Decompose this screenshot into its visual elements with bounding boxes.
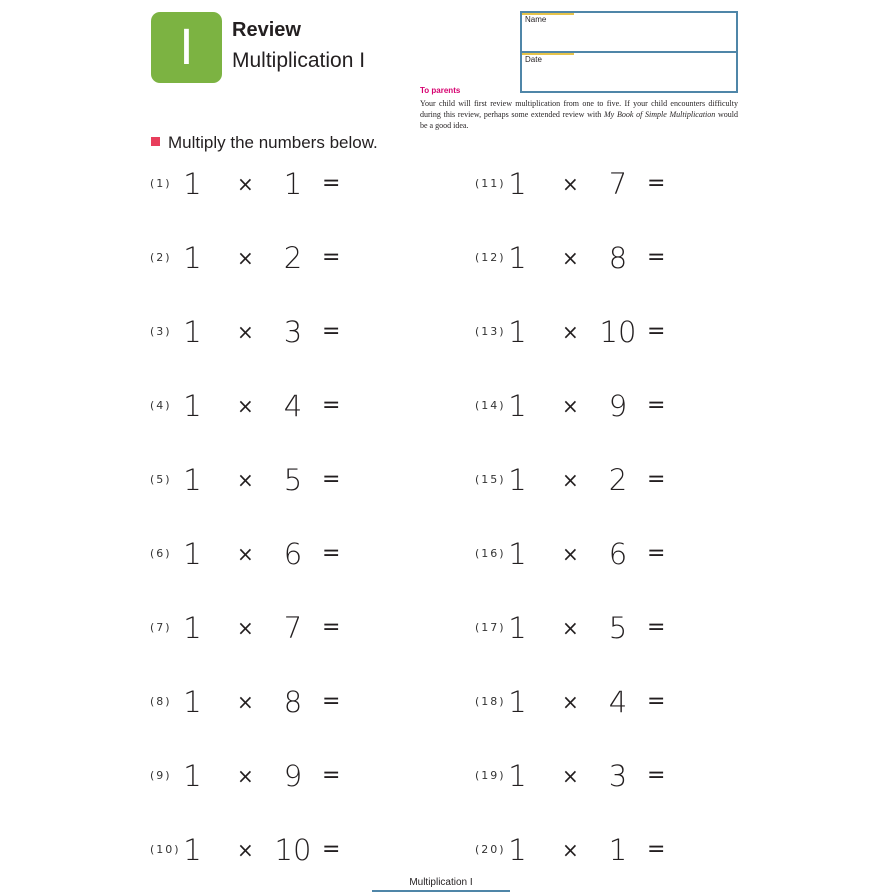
times-sign: × bbox=[237, 246, 254, 270]
problem-number: (10) bbox=[150, 843, 181, 856]
parents-note bbox=[420, 86, 738, 131]
name-date-box bbox=[520, 11, 738, 93]
times-sign: × bbox=[562, 690, 579, 714]
multiplicand: 1 bbox=[183, 167, 202, 201]
multiplicand: 1 bbox=[508, 759, 527, 793]
name-label: Name bbox=[525, 15, 547, 24]
problem-number: (6) bbox=[150, 547, 172, 560]
equals-sign: = bbox=[647, 171, 666, 196]
equals-sign: = bbox=[322, 837, 341, 862]
equals-sign: = bbox=[647, 763, 666, 788]
equals-sign: = bbox=[322, 171, 341, 196]
equals-sign: = bbox=[647, 245, 666, 270]
multiplicand: 1 bbox=[183, 241, 202, 275]
equals-sign: = bbox=[647, 541, 666, 566]
times-sign: × bbox=[562, 320, 579, 344]
multiplier: 7 bbox=[283, 611, 303, 645]
multiplier: 6 bbox=[608, 537, 628, 571]
date-label: Date bbox=[525, 55, 542, 64]
equals-sign: = bbox=[322, 393, 341, 418]
multiplicand: 1 bbox=[508, 241, 527, 275]
problem-number: (1) bbox=[150, 177, 172, 190]
multiplicand: 1 bbox=[183, 611, 202, 645]
multiplier: 10 bbox=[274, 833, 312, 867]
multiplicand: 1 bbox=[508, 685, 527, 719]
multiplier: 7 bbox=[608, 167, 628, 201]
multiplier: 10 bbox=[599, 315, 637, 349]
multiplicand: 1 bbox=[183, 833, 202, 867]
problem-number: (14) bbox=[475, 399, 506, 412]
multiplicand: 1 bbox=[508, 389, 527, 423]
multiplicand: 1 bbox=[508, 833, 527, 867]
parents-note-text-1: Your child will first review multiplication from one to five. If your child encounters difficulty during this review, perhaps some extended review with bbox=[420, 99, 738, 119]
problem-number: (18) bbox=[475, 695, 506, 708]
equals-sign: = bbox=[322, 615, 341, 640]
equals-sign: = bbox=[647, 689, 666, 714]
multiplicand: 1 bbox=[183, 759, 202, 793]
equals-sign: = bbox=[322, 541, 341, 566]
multiplicand: 1 bbox=[508, 167, 527, 201]
problem-number: (3) bbox=[150, 325, 172, 338]
equals-sign: = bbox=[647, 837, 666, 862]
bullet-square-icon bbox=[151, 137, 160, 146]
times-sign: × bbox=[237, 394, 254, 418]
page-footer: Multiplication I bbox=[372, 877, 510, 892]
multiplicand: 1 bbox=[183, 537, 202, 571]
multiplicand: 1 bbox=[183, 315, 202, 349]
problem-number: (20) bbox=[475, 843, 506, 856]
problem-number: (19) bbox=[475, 769, 506, 782]
multiplier: 1 bbox=[283, 167, 303, 201]
times-sign: × bbox=[237, 616, 254, 640]
instruction bbox=[151, 133, 378, 153]
parents-note-body bbox=[420, 98, 738, 131]
problem-number: (2) bbox=[150, 251, 172, 264]
problem-number: (13) bbox=[475, 325, 506, 338]
multiplier: 5 bbox=[283, 463, 303, 497]
equals-sign: = bbox=[322, 689, 341, 714]
multiplier: 2 bbox=[283, 241, 303, 275]
problem-number: (5) bbox=[150, 473, 172, 486]
multiplier: 4 bbox=[608, 685, 628, 719]
parents-note-text-2: would be a good idea. bbox=[420, 110, 739, 130]
multiplicand: 1 bbox=[508, 315, 527, 349]
multiplier: 3 bbox=[283, 315, 303, 349]
multiplier: 5 bbox=[608, 611, 628, 645]
multiplier: 8 bbox=[283, 685, 303, 719]
parents-note-book-title: My Book of Simple Multiplication bbox=[604, 110, 716, 119]
equals-sign: = bbox=[322, 467, 341, 492]
page-title: Review bbox=[232, 19, 301, 41]
problem-number: (17) bbox=[475, 621, 506, 634]
multiplier: 9 bbox=[608, 389, 628, 423]
times-sign: × bbox=[562, 172, 579, 196]
times-sign: × bbox=[237, 320, 254, 344]
problem-number: (11) bbox=[475, 177, 506, 190]
multiplicand: 1 bbox=[183, 463, 202, 497]
multiplicand: 1 bbox=[183, 389, 202, 423]
times-sign: × bbox=[237, 542, 254, 566]
problem-number: (4) bbox=[150, 399, 172, 412]
page-subtitle: Multiplication I bbox=[232, 49, 366, 72]
times-sign: × bbox=[562, 616, 579, 640]
parents-note-heading: To parents bbox=[420, 86, 461, 95]
times-sign: × bbox=[562, 542, 579, 566]
equals-sign: = bbox=[647, 615, 666, 640]
problem-number: (15) bbox=[475, 473, 506, 486]
multiplier: 8 bbox=[608, 241, 628, 275]
multiplicand: 1 bbox=[508, 463, 527, 497]
equals-sign: = bbox=[647, 319, 666, 344]
problem-number: (12) bbox=[475, 251, 506, 264]
equals-sign: = bbox=[322, 763, 341, 788]
equals-sign: = bbox=[647, 467, 666, 492]
problem-number: (7) bbox=[150, 621, 172, 634]
times-sign: × bbox=[562, 246, 579, 270]
section-number-badge: I bbox=[151, 12, 222, 83]
multiplier: 3 bbox=[608, 759, 628, 793]
multiplicand: 1 bbox=[508, 611, 527, 645]
problem-number: (9) bbox=[150, 769, 172, 782]
instruction-text: Multiply the numbers below. bbox=[168, 133, 378, 152]
equals-sign: = bbox=[322, 319, 341, 344]
multiplier: 6 bbox=[283, 537, 303, 571]
equals-sign: = bbox=[322, 245, 341, 270]
times-sign: × bbox=[562, 394, 579, 418]
multiplier: 1 bbox=[608, 833, 628, 867]
times-sign: × bbox=[237, 468, 254, 492]
multiplier: 9 bbox=[283, 759, 303, 793]
times-sign: × bbox=[237, 172, 254, 196]
name-field[interactable] bbox=[522, 13, 736, 53]
multiplier: 2 bbox=[608, 463, 628, 497]
equals-sign: = bbox=[647, 393, 666, 418]
multiplicand: 1 bbox=[183, 685, 202, 719]
times-sign: × bbox=[562, 468, 579, 492]
times-sign: × bbox=[562, 838, 579, 862]
times-sign: × bbox=[562, 764, 579, 788]
multiplicand: 1 bbox=[508, 537, 527, 571]
times-sign: × bbox=[237, 838, 254, 862]
problem-number: (16) bbox=[475, 547, 506, 560]
multiplier: 4 bbox=[283, 389, 303, 423]
times-sign: × bbox=[237, 690, 254, 714]
problem-number: (8) bbox=[150, 695, 172, 708]
times-sign: × bbox=[237, 764, 254, 788]
